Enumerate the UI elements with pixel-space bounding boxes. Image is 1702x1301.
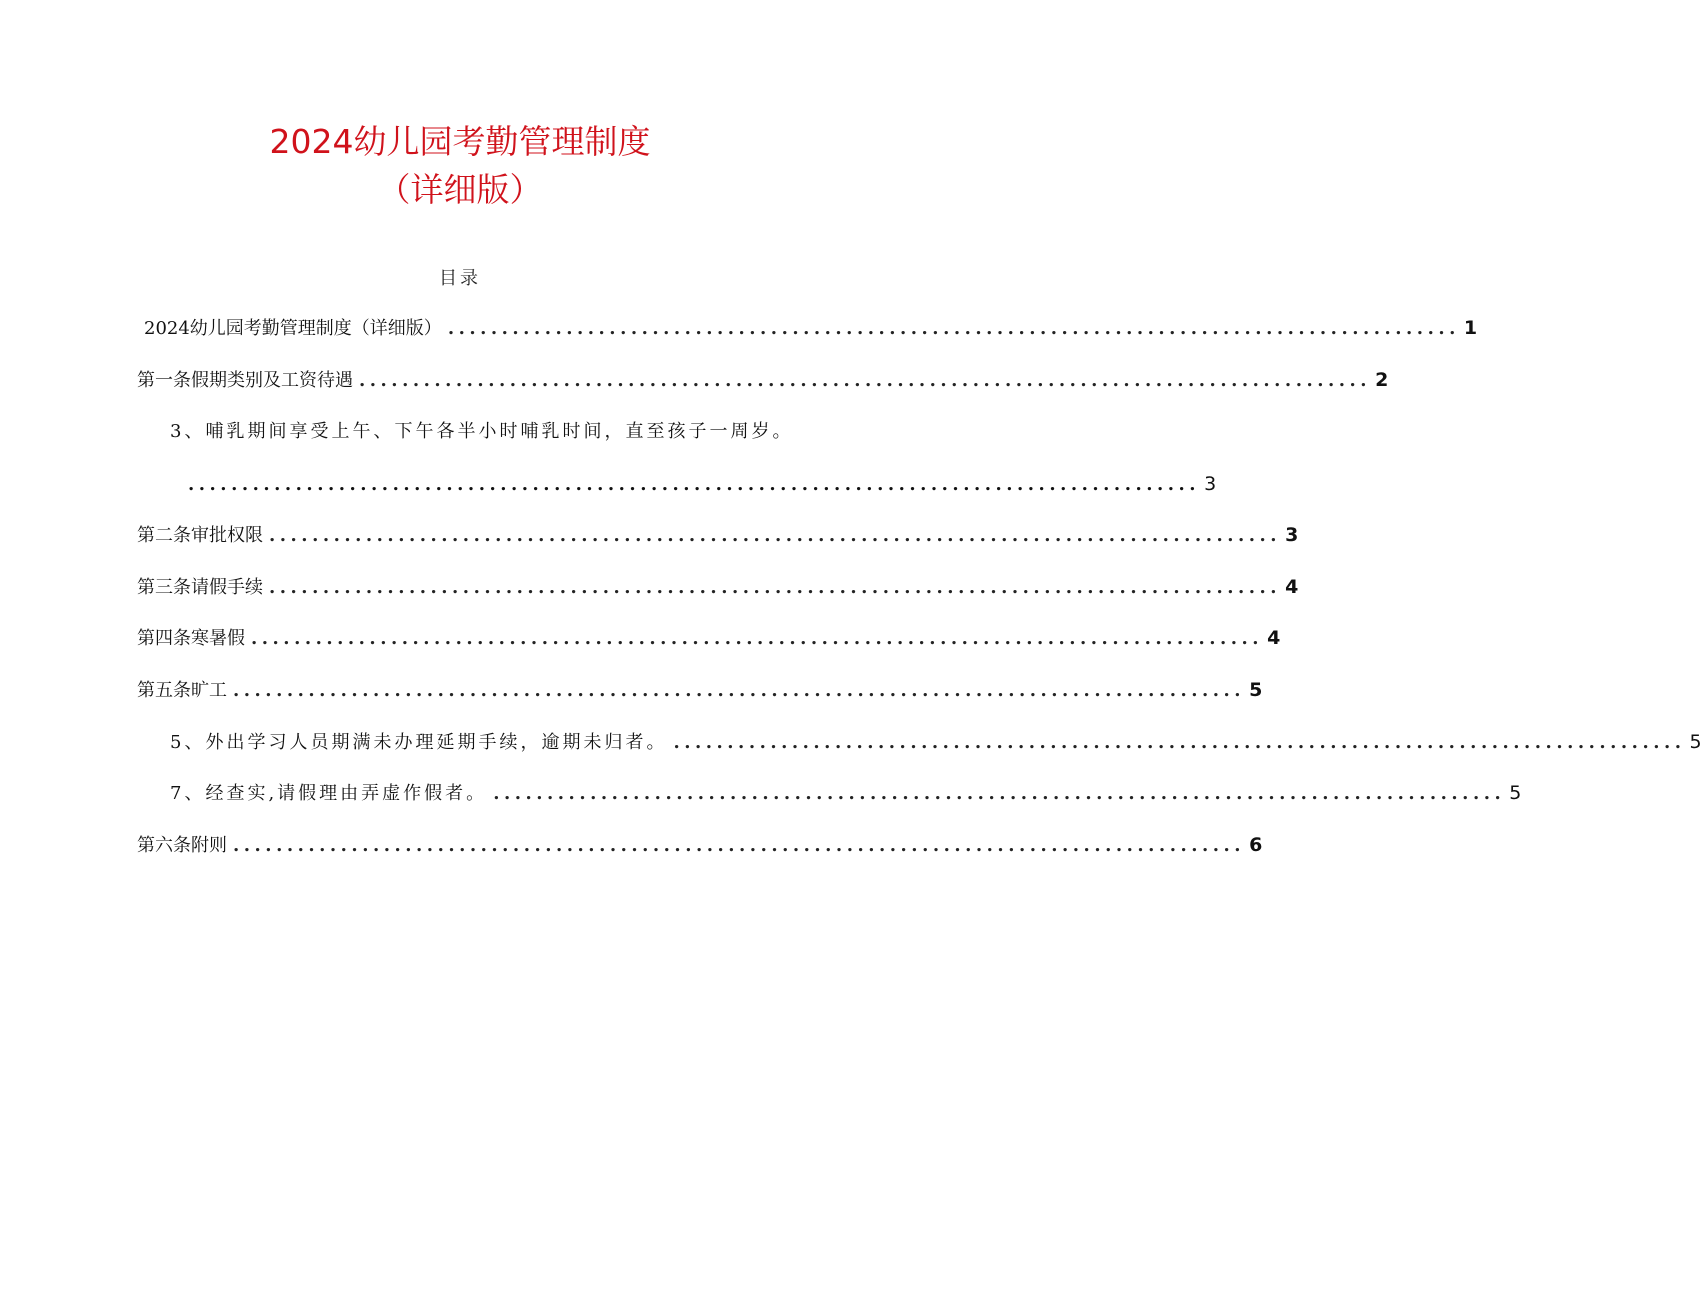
toc-leader-dots: .............................................................................................. <box>447 318 1460 339</box>
toc-entry-label: 第一条假期类别及工资待遇 <box>137 370 353 391</box>
toc-entry[interactable] <box>137 573 1299 601</box>
toc-leader-dots: .............................................................................................. <box>233 835 1246 856</box>
toc-entry[interactable] <box>170 779 1522 807</box>
document-title: 2024幼儿园考勤管理制度 <box>269 122 651 161</box>
toc-entry-page: 3 <box>1285 524 1299 546</box>
toc-entry-page: 4 <box>1267 627 1281 649</box>
toc-entry[interactable] <box>170 728 1702 756</box>
toc-leader-dots: .............................................................................................. <box>493 783 1506 804</box>
toc-entry-label: 5、外出学习人员期满未办理延期手续，逾期未归者。 <box>170 732 668 753</box>
toc-entry[interactable] <box>137 676 1263 704</box>
toc-entry[interactable] <box>137 366 1389 394</box>
toc-entry-page: 5 <box>1689 731 1702 753</box>
toc-leader-dots: .............................................................................................. <box>251 628 1264 649</box>
toc-leader-dots: .............................................................................................. <box>188 474 1201 495</box>
toc-entry-label: 3、哺乳期间享受上午、下午各半小时哺乳时间，直至孩子一周岁。 <box>170 421 794 442</box>
toc-entry-label: 第四条寒暑假 <box>137 628 245 649</box>
toc-leader-dots: .............................................................................................. <box>359 370 1372 391</box>
toc-entry-page: 1 <box>1463 317 1478 339</box>
toc-entry-page: 3 <box>1204 473 1217 495</box>
toc-entry-page: 2 <box>1375 369 1389 391</box>
document-subtitle: （详细版） <box>377 170 543 209</box>
toc-leader-dots: .............................................................................................. <box>233 680 1246 701</box>
toc-leader-dots: .............................................................................................. <box>269 525 1282 546</box>
toc-leader-dots: .............................................................................................. <box>673 732 1686 753</box>
toc-entry[interactable] <box>137 624 1281 652</box>
toc-entry-page: 4 <box>1285 576 1299 598</box>
toc-entry-label: 第六条附则 <box>137 835 227 856</box>
toc-entry-continuation[interactable] <box>188 470 1217 498</box>
toc-leader-dots: .............................................................................................. <box>269 577 1282 598</box>
toc-entry[interactable] <box>170 418 794 446</box>
toc-heading: 目录 <box>439 268 481 289</box>
toc-entry-label: 第五条旷工 <box>137 680 227 701</box>
toc-entry-label: 第三条请假手续 <box>137 577 263 598</box>
toc-entry-label: 7、经查实,请假理由弄虚作假者。 <box>170 783 488 804</box>
toc-entry-page: 5 <box>1249 679 1263 701</box>
toc-entry-page: 6 <box>1249 834 1263 856</box>
toc-entry[interactable] <box>137 521 1299 549</box>
toc-entry-label: 2024幼儿园考勤管理制度（详细版） <box>144 318 442 339</box>
toc-entry-page: 5 <box>1509 782 1522 804</box>
toc-entry[interactable] <box>137 831 1263 859</box>
toc-entry-label: 第二条审批权限 <box>137 525 263 546</box>
toc-entry[interactable] <box>144 314 1478 342</box>
